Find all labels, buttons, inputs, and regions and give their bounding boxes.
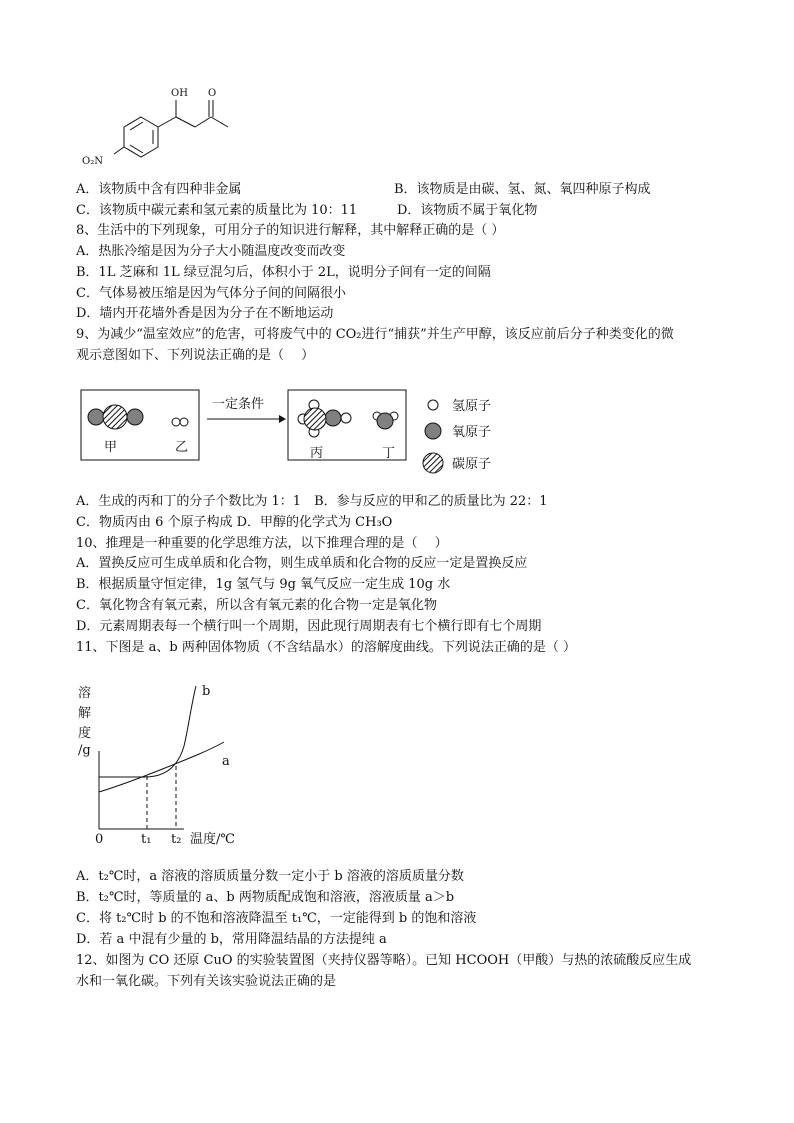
h2-molecule xyxy=(172,418,188,426)
origin-label: 0 xyxy=(95,832,104,847)
q10-stem: 10、推理是一种重要的化学思维方法，以下推理合理的是（ ） xyxy=(76,536,448,551)
nitro-label: O₂N xyxy=(82,156,103,167)
carbonyl-o-label: O xyxy=(208,88,217,99)
x-axis-label: 温度/℃ xyxy=(190,832,235,847)
curve-a xyxy=(99,742,224,792)
nitro-bond xyxy=(114,147,124,154)
molecule-structure xyxy=(78,84,238,174)
q9-stem-line1: 9、为减少“温室效应”的危害，可将废气中的 CO₂进行“捕获”并生产甲醇，该反应前后分子种类变化的微 xyxy=(76,327,674,342)
q11-option-a: A．t₂℃时，a 溶液的溶质质量分数一定小于 b 溶液的溶质质量分数 xyxy=(76,869,464,884)
legend-carbon: 碳原子 xyxy=(452,457,492,472)
y-label-1: 溶 xyxy=(78,686,92,701)
carbon-atom-legend-icon xyxy=(423,453,443,473)
q11-option-d: D．若 a 中混有少量的 b，常用降温结晶的方法提纯 a xyxy=(76,932,387,947)
q10-option-d: D．元素周期表每一个横行叫一个周期，因此现行周期表有七个横行即有七个周期 xyxy=(76,619,542,634)
curve-b-label: b xyxy=(202,684,211,699)
q9-options-ab: A．生成的丙和丁的分子个数比为 1：1 B．参与反应的甲和乙的质量比为 22：1 xyxy=(76,494,548,509)
q11-stem: 11、下图是 a、b 两种固体物质（不含结晶水）的溶解度曲线。下列说法正确的是（ ） xyxy=(76,640,577,655)
q7-option-b: B．该物质是由碳、氢、氮、氧四种原子构成 xyxy=(394,182,651,197)
co2-molecule xyxy=(88,405,143,429)
water-molecule xyxy=(373,412,398,429)
q8-option-a: A．热胀冷缩是因为分子大小随温度改变而改变 xyxy=(76,244,346,259)
q9-stem-line2: 观示意图如下、下列说法正确的是（ ） xyxy=(76,348,315,363)
q11-option-c: C．将 t₂℃时 b 的不饱和溶液降温至 t₁℃，一定能得到 b 的饱和溶液 xyxy=(76,911,477,926)
hydrogen-atom-legend-icon xyxy=(428,400,438,410)
q7-option-c: C．该物质中碳元素和氢元素的质量比为 10：11 xyxy=(76,203,358,218)
methanol-molecule xyxy=(298,400,351,437)
q8-option-d: D．墙内开花墙外香是因为分子在不断地运动 xyxy=(76,306,334,321)
solubility-curve-graph xyxy=(70,676,260,854)
q10-option-b: B．根据质量守恒定律，1g 氢气与 9g 氧气反应一定生成 10g 水 xyxy=(76,577,451,592)
q7-option-a: A．该物质中含有四种非金属 xyxy=(76,182,242,197)
y-label-3: 度 xyxy=(78,726,92,741)
curve-b xyxy=(99,686,196,777)
q7-option-d: D．该物质不属于氧化物 xyxy=(397,203,538,218)
q8-option-c: C．气体易被压缩是因为气体分子间的间隔很小 xyxy=(76,286,346,301)
q10-option-a: A．置换反应可生成单质和化合物，则生成单质和化合物的反应一定是置换反应 xyxy=(76,556,528,571)
condition-label: 一定条件 xyxy=(212,397,265,412)
q10-option-c: C．氧化物含有氧元素，所以含有氧元素的化合物一定是氧化物 xyxy=(76,598,437,613)
label-ding: 丁 xyxy=(382,446,396,461)
label-bing: 丙 xyxy=(310,446,324,461)
curve-a-label: a xyxy=(222,754,230,769)
y-label-2: 解 xyxy=(78,706,92,721)
t1-label: t₁ xyxy=(141,832,152,847)
q12-stem-line1: 12、如图为 CO 还原 CuO 的实验装置图（夹持仪器等略）。已知 HCOOH（甲酸）与热的浓硫酸反应生成 xyxy=(76,953,692,968)
q8-option-b: B．1L 芝麻和 1L 绿豆混匀后，体积小于 2L，说明分子间有一定的间隔 xyxy=(76,265,491,280)
reaction-diagram xyxy=(76,384,516,474)
legend-oxygen: 氧原子 xyxy=(452,425,492,440)
legend-hydrogen: 氢原子 xyxy=(452,399,492,414)
t2-label: t₂ xyxy=(171,832,182,847)
oh-label: OH xyxy=(171,88,188,99)
q12-stem-line2: 水和一氧化碳。下列有关该实验说法正确的是 xyxy=(76,974,337,989)
y-label-unit: /g xyxy=(78,743,91,758)
label-jia: 甲 xyxy=(104,440,118,455)
ring-chain-bond xyxy=(158,117,176,127)
q9-options-cd: C．物质丙由 6 个原子构成 D．甲醇的化学式为 CH₃O xyxy=(76,515,393,530)
q11-option-b: B．t₂℃时，等质量的 a、b 两物质配成饱和溶液，溶液质量 a＞b xyxy=(76,890,455,905)
q8-stem: 8、生活中的下列现象，可用分子的知识进行解释，其中解释正确的是（ ） xyxy=(76,223,505,238)
label-yi: 乙 xyxy=(175,440,189,455)
oxygen-atom-legend-icon xyxy=(425,423,441,439)
